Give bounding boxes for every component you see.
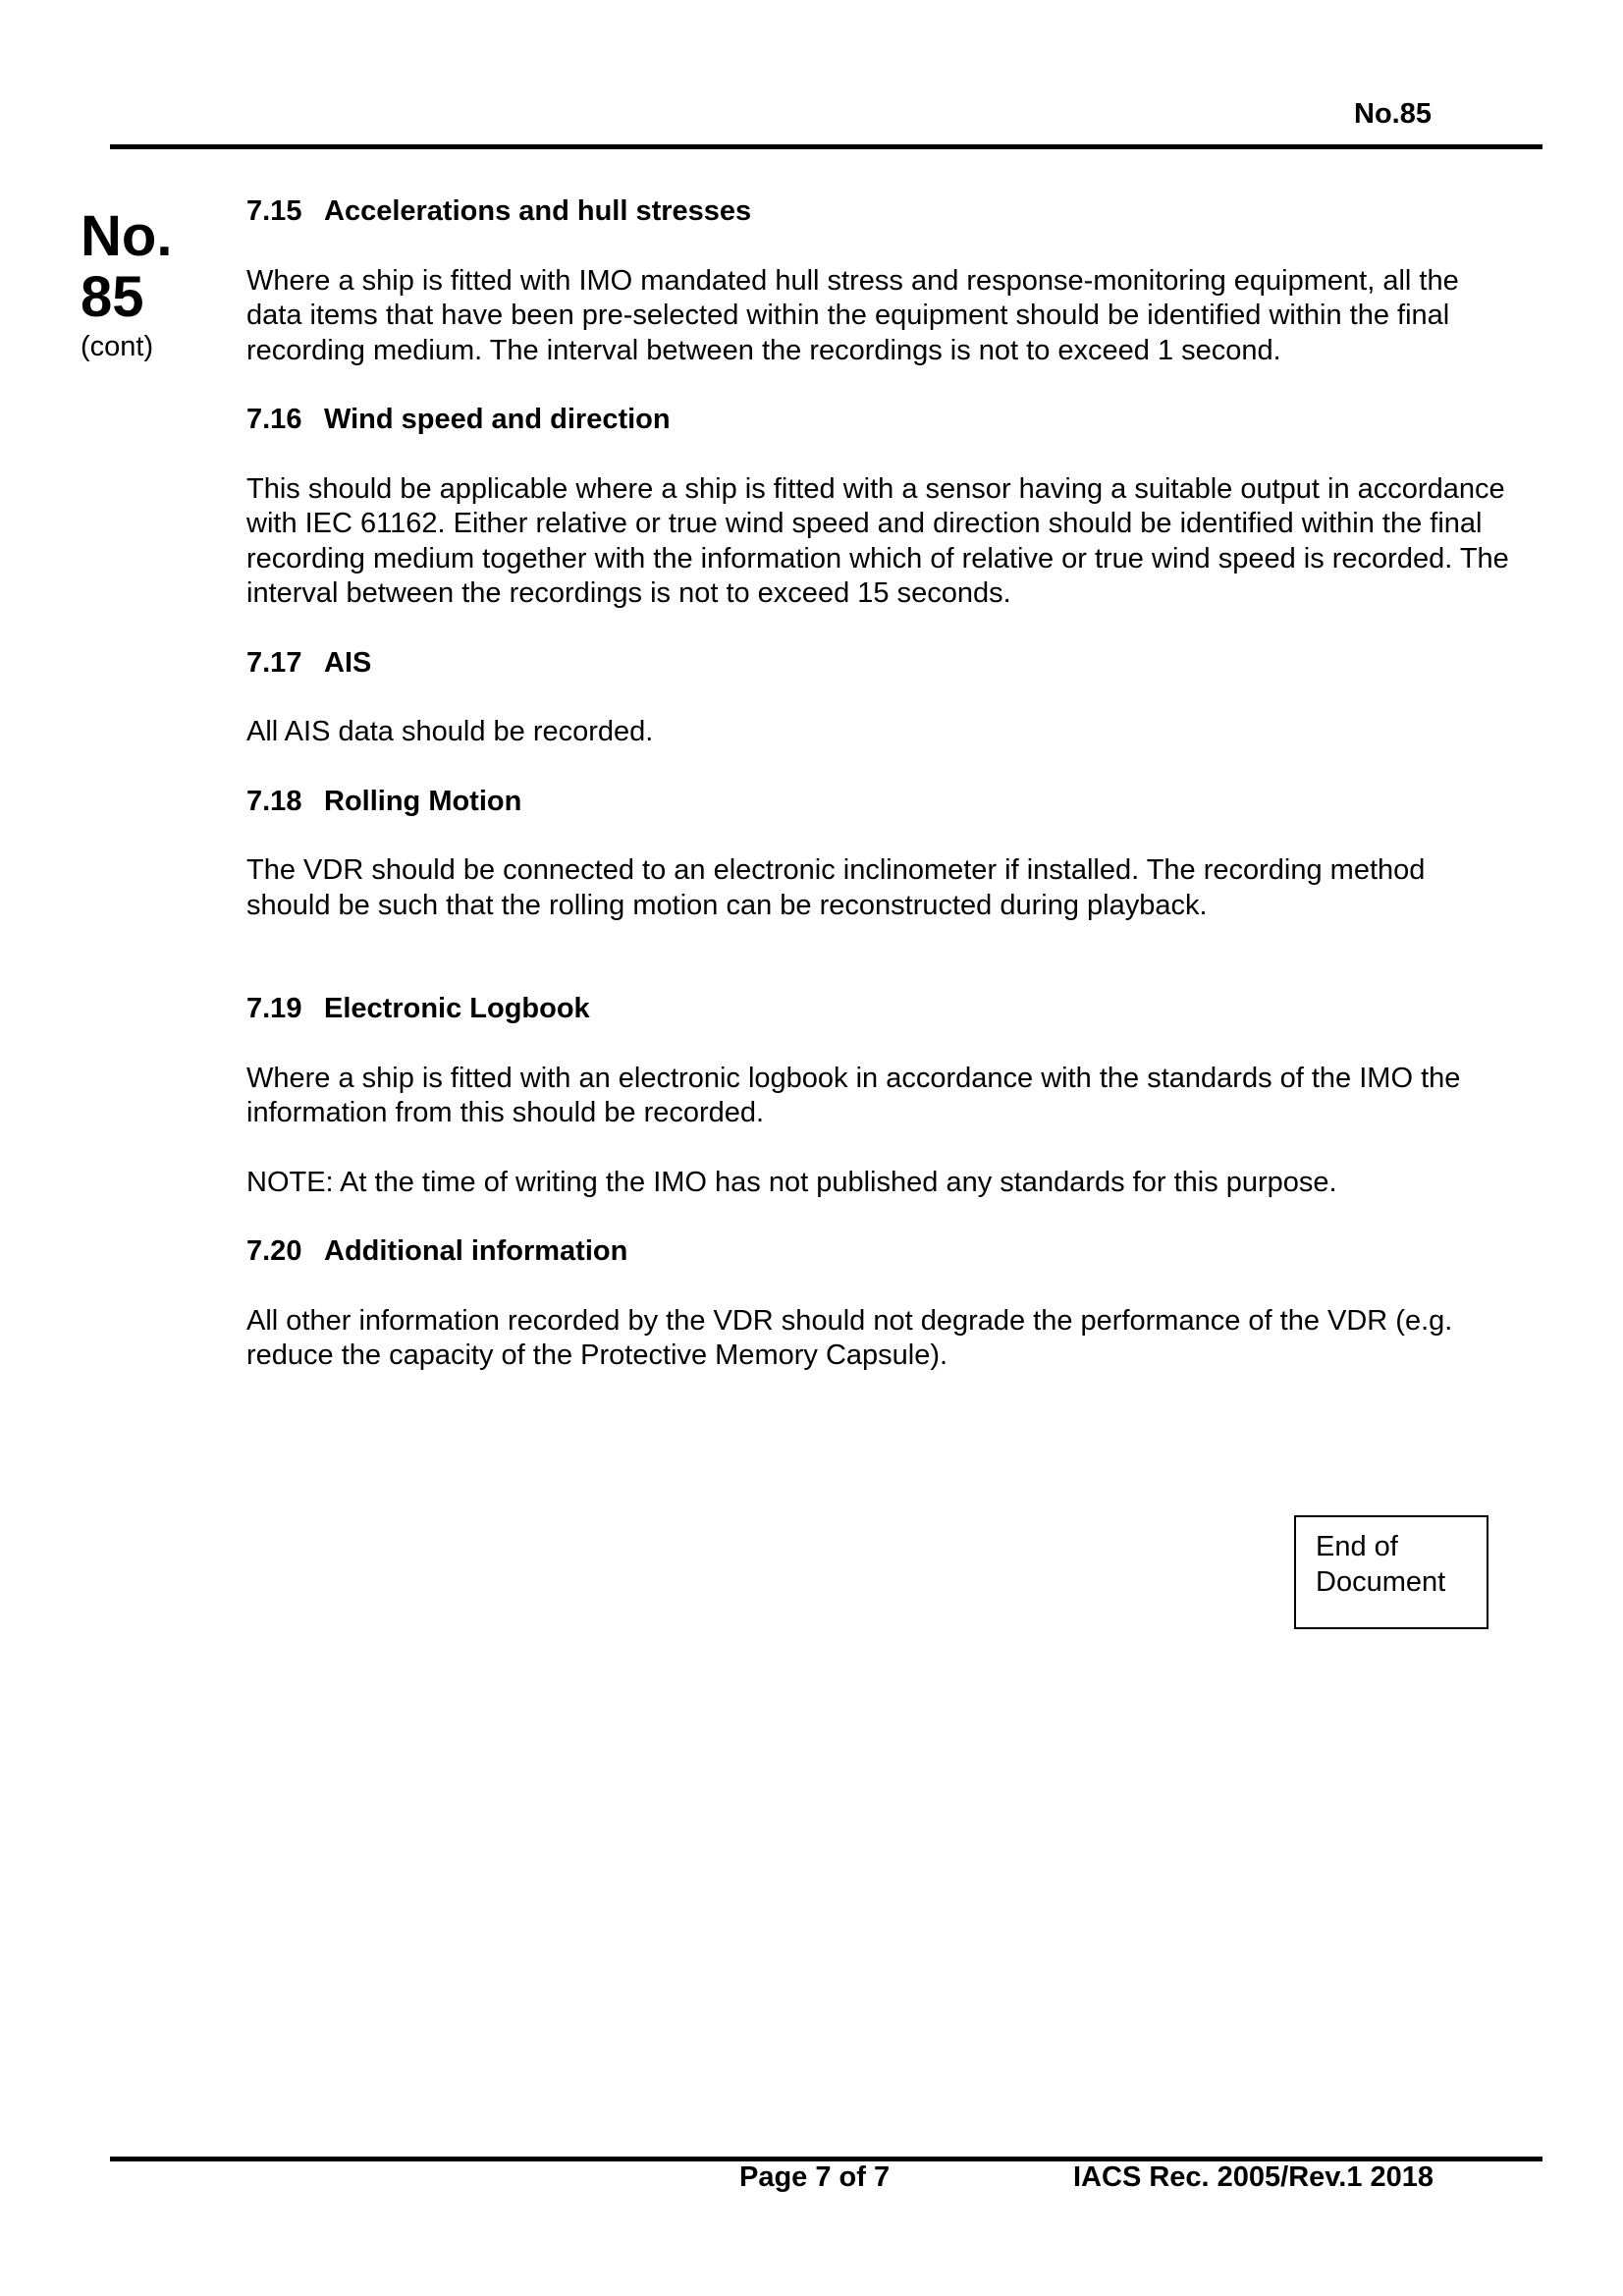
section-heading [246, 1234, 1513, 1270]
section-heading [246, 785, 1513, 820]
section-heading [246, 992, 1513, 1027]
side-marker-cont: (cont) [81, 331, 154, 362]
section-paragraph: Where a ship is fitted with IMO mandated hull stress and response-monitoring equipment, all the data items that have been pre-selected within the equipment should be identified within the final recording medium. The interval between the recordings is not to exceed 1 second. [246, 264, 1459, 366]
section-paragraph: All other information recorded by the VDR should not degrade the performance of the VDR (e.g. reduce the capacity of the Protective Memory Capsule). [246, 1304, 1453, 1371]
section-title: Rolling Motion [324, 785, 522, 817]
section-title: Additional information [324, 1235, 628, 1267]
section-title: Accelerations and hull stresses [324, 195, 752, 227]
header-rule [110, 144, 1542, 149]
end-of-document-box [1294, 1515, 1488, 1629]
section-title: Electronic Logbook [324, 993, 590, 1024]
section-7-18 [246, 785, 1513, 924]
section-7-16 [246, 403, 1513, 612]
section-paragraph: The VDR should be connected to an electronic inclinometer if installed. The recording method should be such that the rolling motion can be reconstructed during playback. [246, 854, 1426, 921]
end-box-line-2: Document [1316, 1566, 1446, 1598]
section-paragraph: This should be applicable where a ship is fitted with a sensor having a suitable output in accordance with IEC 61162. Either relative or true wind speed and direction should be identified within the final recording medium together with the information which of relative or true wind speed is recorded. The interval between the recordings is not to exceed 15 seconds. [246, 472, 1509, 609]
document-reference: IACS Rec. 2005/Rev.1 2018 [1073, 2161, 1434, 2193]
section-heading [246, 403, 1513, 438]
section-number: 7.15 [246, 195, 302, 227]
section-number: 7.17 [246, 646, 302, 679]
section-number: 7.20 [246, 1235, 302, 1267]
section-number: 7.19 [246, 993, 302, 1024]
main-content [246, 194, 1513, 1408]
section-title: AIS [324, 646, 372, 679]
side-marker [81, 206, 238, 363]
section-note: NOTE: At the time of writing the IMO has not published any standards for this purpose. [246, 1166, 1337, 1198]
side-marker-no: No. [81, 204, 173, 268]
section-7-20 [246, 1234, 1513, 1374]
section-paragraph: All AIS data should be recorded. [246, 716, 654, 747]
document-number-header: No.85 [1354, 98, 1432, 130]
section-7-17 [246, 646, 1513, 750]
section-number: 7.16 [246, 404, 302, 435]
section-heading [246, 646, 1513, 682]
section-paragraph: Where a ship is fitted with an electronic logbook in accordance with the standards of the IMO the information from this should be recorded. [246, 1062, 1461, 1128]
end-box-line-1: End of [1316, 1531, 1398, 1562]
section-7-19 [246, 992, 1513, 1200]
section-heading [246, 194, 1513, 230]
section-title: Wind speed and direction [324, 404, 671, 435]
section-number: 7.18 [246, 785, 302, 817]
side-marker-number: 85 [81, 265, 144, 329]
page-number: Page 7 of 7 [739, 2161, 891, 2193]
section-7-15 [246, 194, 1513, 368]
